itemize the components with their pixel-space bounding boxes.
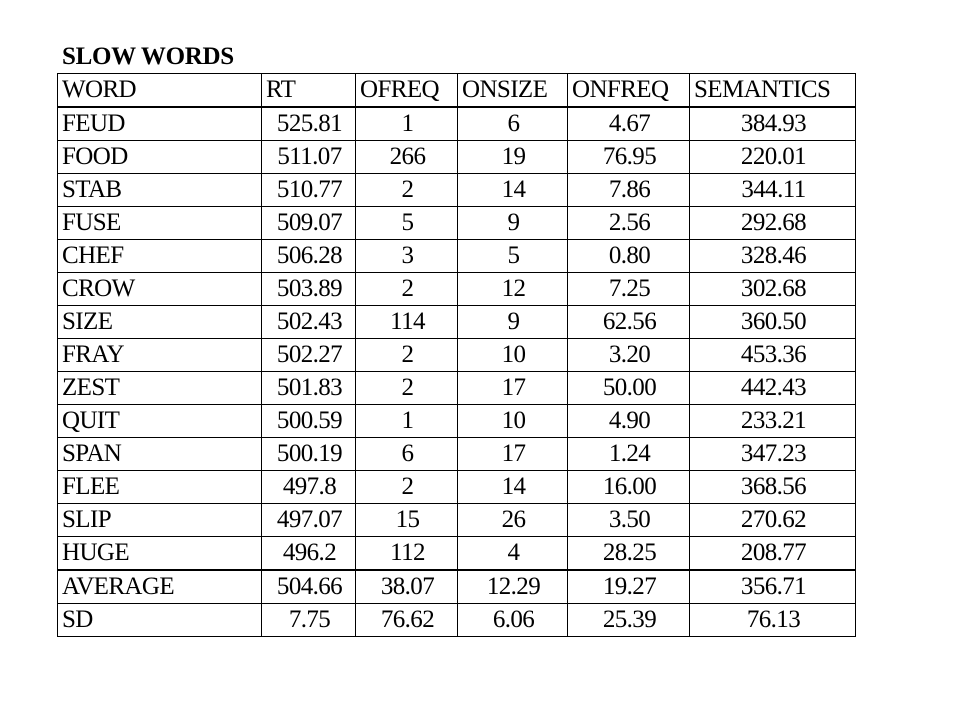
- cell-rt: 7.75: [262, 604, 356, 637]
- column-header-semantics: SEMANTICS: [690, 74, 856, 108]
- table-body: [58, 107, 856, 637]
- column-header-ofreq: OFREQ: [356, 74, 458, 108]
- cell-onfreq: 19.27: [568, 570, 690, 604]
- cell-semantics: 208.77: [690, 537, 856, 571]
- cell-onsize: 14: [458, 174, 568, 207]
- cell-onsize: 9: [458, 207, 568, 240]
- cell-ofreq: 2: [356, 339, 458, 372]
- cell-semantics: 302.68: [690, 273, 856, 306]
- cell-onsize: 26: [458, 504, 568, 537]
- cell-rt: 504.66: [262, 570, 356, 604]
- cell-word: FLEE: [58, 471, 262, 504]
- table-row: [58, 306, 856, 339]
- cell-onfreq: 0.80: [568, 240, 690, 273]
- cell-word: FOOD: [58, 141, 262, 174]
- cell-ofreq: 1: [356, 107, 458, 141]
- cell-rt: 525.81: [262, 107, 356, 141]
- cell-onsize: 12: [458, 273, 568, 306]
- cell-ofreq: 15: [356, 504, 458, 537]
- cell-onsize: 4: [458, 537, 568, 571]
- cell-word: SIZE: [58, 306, 262, 339]
- cell-onsize: 6: [458, 107, 568, 141]
- cell-onsize: 19: [458, 141, 568, 174]
- cell-onsize: 10: [458, 405, 568, 438]
- cell-onfreq: 28.25: [568, 537, 690, 571]
- cell-word: ZEST: [58, 372, 262, 405]
- cell-rt: 502.27: [262, 339, 356, 372]
- table-row: [58, 107, 856, 141]
- cell-semantics: 233.21: [690, 405, 856, 438]
- cell-onfreq: 2.56: [568, 207, 690, 240]
- average-row: [58, 570, 856, 604]
- cell-word: FUSE: [58, 207, 262, 240]
- cell-rt: 502.43: [262, 306, 356, 339]
- cell-onfreq: 4.90: [568, 405, 690, 438]
- cell-semantics: 76.13: [690, 604, 856, 637]
- table-row: [58, 372, 856, 405]
- cell-ofreq: 38.07: [356, 570, 458, 604]
- table-row: [58, 537, 856, 571]
- table-row: [58, 405, 856, 438]
- cell-onsize: 17: [458, 372, 568, 405]
- table-row: [58, 174, 856, 207]
- column-header-word: WORD: [58, 74, 262, 108]
- cell-word: HUGE: [58, 537, 262, 571]
- cell-ofreq: 266: [356, 141, 458, 174]
- cell-word: CHEF: [58, 240, 262, 273]
- column-header-onfreq: ONFREQ: [568, 74, 690, 108]
- column-header-onsize: ONSIZE: [458, 74, 568, 108]
- cell-onfreq: 50.00: [568, 372, 690, 405]
- cell-rt: 506.28: [262, 240, 356, 273]
- cell-rt: 497.8: [262, 471, 356, 504]
- cell-semantics: 384.93: [690, 107, 856, 141]
- cell-word: STAB: [58, 174, 262, 207]
- cell-word: SLIP: [58, 504, 262, 537]
- table-row: [58, 240, 856, 273]
- cell-rt: 503.89: [262, 273, 356, 306]
- column-header-rt: RT: [262, 74, 356, 108]
- cell-ofreq: 2: [356, 372, 458, 405]
- cell-semantics: 360.50: [690, 306, 856, 339]
- cell-semantics: 356.71: [690, 570, 856, 604]
- cell-onfreq: 25.39: [568, 604, 690, 637]
- cell-onsize: 9: [458, 306, 568, 339]
- cell-semantics: 347.23: [690, 438, 856, 471]
- cell-rt: 496.2: [262, 537, 356, 571]
- table-row: [58, 471, 856, 504]
- cell-rt: 500.59: [262, 405, 356, 438]
- cell-word: CROW: [58, 273, 262, 306]
- cell-semantics: 453.36: [690, 339, 856, 372]
- cell-onsize: 12.29: [458, 570, 568, 604]
- cell-word: FRAY: [58, 339, 262, 372]
- cell-semantics: 344.11: [690, 174, 856, 207]
- cell-word: QUIT: [58, 405, 262, 438]
- cell-semantics: 270.62: [690, 504, 856, 537]
- sd-row: [58, 604, 856, 637]
- cell-onfreq: 7.86: [568, 174, 690, 207]
- table-row: [58, 504, 856, 537]
- cell-ofreq: 6: [356, 438, 458, 471]
- table-row: [58, 141, 856, 174]
- header-row: [58, 74, 856, 108]
- table-row: [58, 339, 856, 372]
- cell-onfreq: 1.24: [568, 438, 690, 471]
- table-row: [58, 438, 856, 471]
- cell-semantics: 220.01: [690, 141, 856, 174]
- cell-ofreq: 114: [356, 306, 458, 339]
- cell-word: AVERAGE: [58, 570, 262, 604]
- cell-ofreq: 2: [356, 174, 458, 207]
- table-row: [58, 273, 856, 306]
- cell-ofreq: 76.62: [356, 604, 458, 637]
- cell-onfreq: 3.20: [568, 339, 690, 372]
- cell-onsize: 5: [458, 240, 568, 273]
- cell-onfreq: 16.00: [568, 471, 690, 504]
- cell-onsize: 17: [458, 438, 568, 471]
- cell-ofreq: 1: [356, 405, 458, 438]
- cell-rt: 497.07: [262, 504, 356, 537]
- cell-semantics: 328.46: [690, 240, 856, 273]
- cell-semantics: 292.68: [690, 207, 856, 240]
- cell-word: SD: [58, 604, 262, 637]
- slow-words-table: [57, 73, 856, 637]
- cell-onsize: 10: [458, 339, 568, 372]
- cell-semantics: 368.56: [690, 471, 856, 504]
- table-row: [58, 207, 856, 240]
- cell-ofreq: 2: [356, 273, 458, 306]
- cell-rt: 510.77: [262, 174, 356, 207]
- cell-ofreq: 112: [356, 537, 458, 571]
- cell-onfreq: 3.50: [568, 504, 690, 537]
- cell-onfreq: 7.25: [568, 273, 690, 306]
- cell-semantics: 442.43: [690, 372, 856, 405]
- cell-ofreq: 3: [356, 240, 458, 273]
- cell-onfreq: 4.67: [568, 107, 690, 141]
- cell-onsize: 14: [458, 471, 568, 504]
- table-title: SLOW WORDS: [62, 43, 234, 70]
- cell-onsize: 6.06: [458, 604, 568, 637]
- cell-onfreq: 62.56: [568, 306, 690, 339]
- cell-word: FEUD: [58, 107, 262, 141]
- cell-rt: 509.07: [262, 207, 356, 240]
- cell-rt: 511.07: [262, 141, 356, 174]
- cell-rt: 501.83: [262, 372, 356, 405]
- cell-word: SPAN: [58, 438, 262, 471]
- cell-ofreq: 5: [356, 207, 458, 240]
- cell-ofreq: 2: [356, 471, 458, 504]
- cell-onfreq: 76.95: [568, 141, 690, 174]
- cell-rt: 500.19: [262, 438, 356, 471]
